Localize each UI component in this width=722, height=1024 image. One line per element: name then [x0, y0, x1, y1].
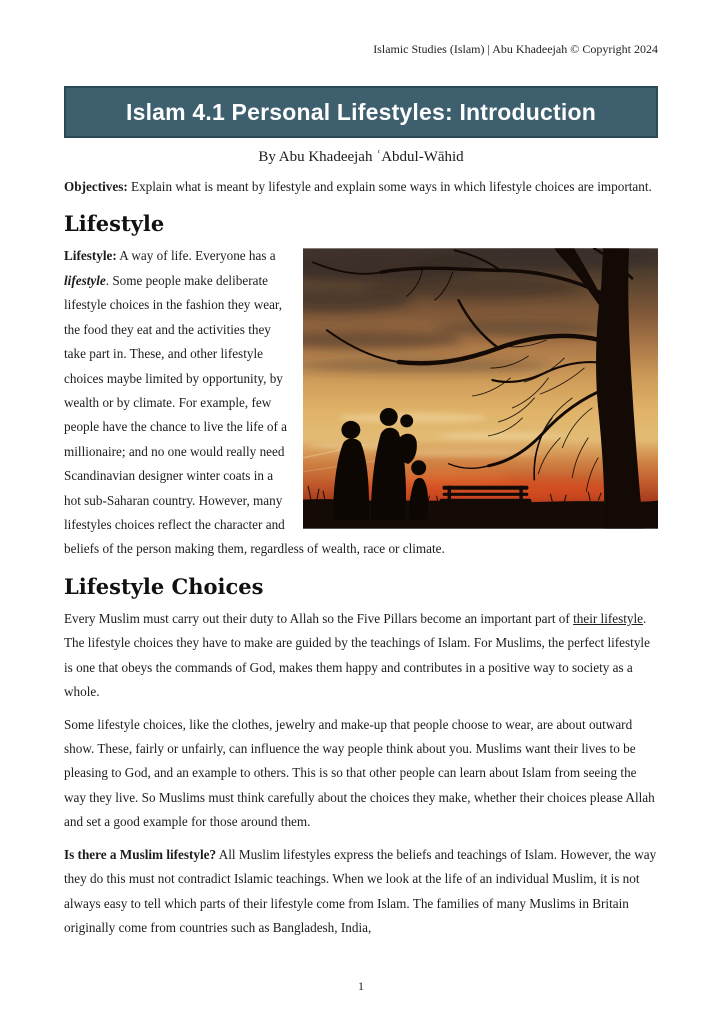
lifestyle-section	[64, 244, 658, 561]
lifestyle-italic-word: lifestyle	[64, 272, 106, 288]
choices-para1-post: . The lifestyle choices they have to make are guided by the teachings of Islam. For Muslims, the perfect lifestyle is one that obeys the commands of God, makes them happy and contributes in a positive way to society as a whole.	[64, 610, 650, 700]
lifestyle-lead-label: Lifestyle:	[64, 248, 117, 264]
choices-para1-underlined: their lifestyle	[573, 610, 644, 626]
lifestyle-text-2: . Some people make deliberate lifestyle choices in the fashion they wear, the food they eat and the activities they take part in. These, and other lifestyle choices maybe limited by opportunity, by wealth or by climate. For example, few people have the chance to live the life of a millionaire; and no one would really need Scandinavian designer winter coats in a hot sub-Saharan country. However, many lifestyles choices reflect the character and beliefs of the person making them, regardless of wealth, race or climate.	[64, 272, 445, 557]
section-heading-lifestyle: Lifestyle	[64, 211, 165, 237]
title-banner	[64, 86, 658, 138]
objectives-text: Explain what is meant by lifestyle and explain some ways in which lifestyle choices are important.	[127, 179, 652, 194]
choices-paragraph-1	[64, 607, 658, 705]
choices-para3-text: All Muslim lifestyles express the beliefs and teachings of Islam. However, the way they do this must not contradict Islamic teachings. When we look at the life of an individual Muslim, it is not always easy to tell which parts of their lifestyle come from Islam. The families of many Muslims in Britain originally come from countries such as Bangladesh, India,	[64, 846, 657, 935]
page-number: 1	[358, 979, 364, 993]
copyright-header-text: Islamic Studies (Islam) | Abu Khadeejah © Copyright 2024	[373, 42, 658, 56]
choices-para1-pre: Every Muslim must carry out their duty to Allah so the Five Pillars become an important part of	[64, 610, 574, 626]
choices-paragraph-3	[64, 843, 658, 941]
sunset-photo-illustration	[303, 248, 658, 529]
choices-paragraph-2: Some lifestyle choices, like the clothes, jewelry and make-up that people choose to wear, are about outward show. These, fairly or unfairly, can influence the way people think about you. Muslims want their lives to be pleasing to God, and an example to others. This is so that other people can learn about Islam from seeing the way they live. So Muslims must think carefully about the choices they make, whether their choices please Allah and set a good example for those around them.	[64, 716, 655, 830]
page-header	[64, 42, 658, 57]
objectives-paragraph	[64, 175, 658, 199]
page-content	[64, 86, 658, 948]
objectives-label: Objectives:	[64, 179, 128, 194]
section-heading-lifestyle-choices: Lifestyle Choices	[64, 573, 264, 599]
sunset-family-photo	[303, 248, 658, 529]
choices-para3-question: Is there a Muslim lifestyle?	[64, 846, 217, 862]
document-title: Islam 4.1 Personal Lifestyles: Introduction	[125, 98, 596, 125]
lifestyle-text-1: A way of life. Everyone has a	[116, 248, 276, 264]
byline: By Abu Khadeejah ʿAbdul-Wāhid	[258, 149, 464, 165]
page-footer	[0, 979, 722, 994]
